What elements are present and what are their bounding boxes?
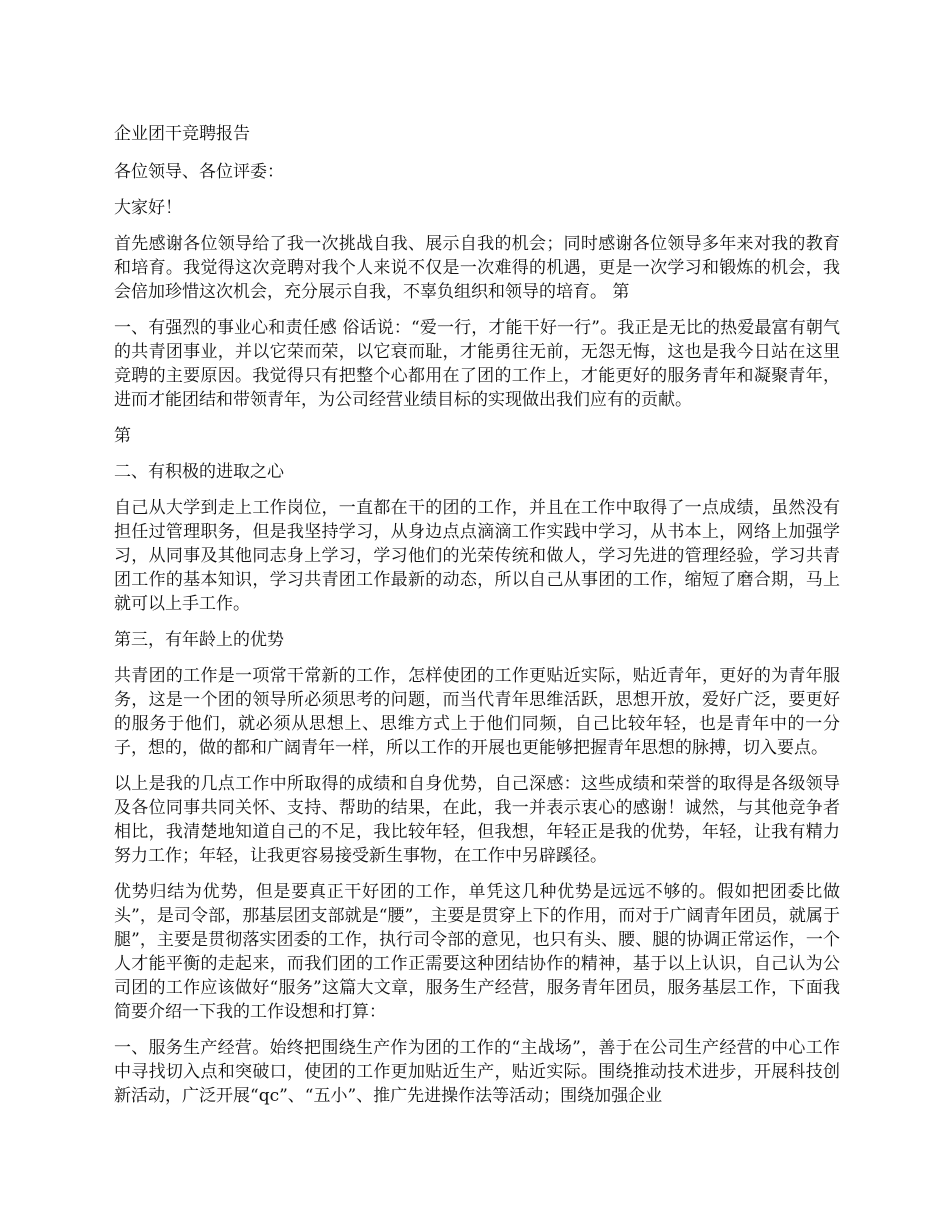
body-paragraph: 以上是我的几点工作中所取得的成绩和自身优势，自己深感：这些成绩和荣誉的取得是各级领导及各位同事共同关怀、支持、帮助的结果，在此，我一并表示衷心的感谢！诚然，与其他竞争者相比，我清楚地知道自己的不足，我比较年轻，但我想，年轻正是我的优势，年轻，让我有精力努力工作；年轻，让我更容易接受新生事物，在工作中另辟蹊径。 [114,774,840,866]
body-paragraph: 优势归结为优势，但是要真正干好团的工作，单凭这几种优势是远远不够的。假如把团委比做头”，是司令部，那基层团支部就是“腰”，主要是贯穿上下的作用，而对于广阔青年团员，就属于腿”，主要是贯彻落实团委的工作，执行司令部的意见，也只有头、腰、腿的协调正常运作，一个人才能平衡的走起来，而我们团的工作正需要这种团结协作的精神，基于以上认识，自己认为公司团的工作应该做好“服务”这篇大文章，服务生产经营，服务青年团员，服务基层工作，下面我简要介绍一下我的工作设想和打算： [114,882,840,1022]
document-page [114,122,840,1120]
body-paragraph: 首先感谢各位领导给了我一次挑战自我、展示自我的机会；同时感谢各位领导多年来对我的教育和培育。我觉得这次竞聘对我个人来说不仅是一次难得的机遇，更是一次学习和锻炼的机会，我会倍加珍惜这次机会，充分展示自我，不辜负组织和领导的培育。 第 [114,234,840,302]
body-paragraph: 一、有强烈的事业心和责任感 俗话说：“爱一行，才能干好一行”。我正是无比的热爱最富有朝气的共青团事业，并以它荣而荣，以它衰而耻，才能勇往无前，无怨无悔，这也是我今日站在这里竞聘的主要原因。我觉得只有把整个心都用在了团的工作上，才能更好的服务青年和凝聚青年，进而才能团结和带领青年，为公司经营业绩目标的实现做出我们应有的贡献。 [114,318,840,410]
body-paragraph: 一、服务生产经营。始终把围绕生产作为团的工作的“主战场”，善于在公司生产经营的中心工作中寻找切入点和突破口，使团的工作更加贴近生产，贴近实际。围绕推动技术进步，开展科技创新活动，广泛开展“qc”、“五小”、推广先进操作法等活动；围绕加强企业 [114,1038,840,1106]
body-paragraph: 共青团的工作是一项常干常新的工作，怎样使团的工作更贴近实际，贴近青年，更好的为青年服务，这是一个团的领导所必须思考的问题，而当代青年思维活跃，思想开放，爱好广泛，要更好的服务于他们，就必须从思想上、思维方式上于他们同频，自己比较年轻，也是青年中的一分子，想的，做的都和广阔青年一样，所以工作的开展也更能够把握青年思想的脉搏，切入要点。 [114,666,840,758]
greeting-paragraph: 大家好！ [114,198,182,218]
section-heading: 第三，有年龄上的优势 [114,630,284,650]
document-title: 企业团干竞聘报告 [114,124,250,144]
body-paragraph: 自己从大学到走上工作岗位，一直都在干的团的工作，并且在工作中取得了一点成绩，虽然没有担任过管理职务，但是我坚持学习，从身边点点滴滴工作实践中学习，从书本上，网络上加强学习，从同事及其他同志身上学习，学习他们的光荣传统和做人，学习先进的管理经验，学习共青团工作的基本知识，学习共青团工作最新的动态，所以自己从事团的工作，缩短了磨合期，马上就可以上手工作。 [114,498,840,614]
salutation-paragraph: 各位领导、各位评委： [114,162,284,182]
body-paragraph: 第 [114,426,131,446]
section-heading: 二、有积极的进取之心 [114,462,284,482]
